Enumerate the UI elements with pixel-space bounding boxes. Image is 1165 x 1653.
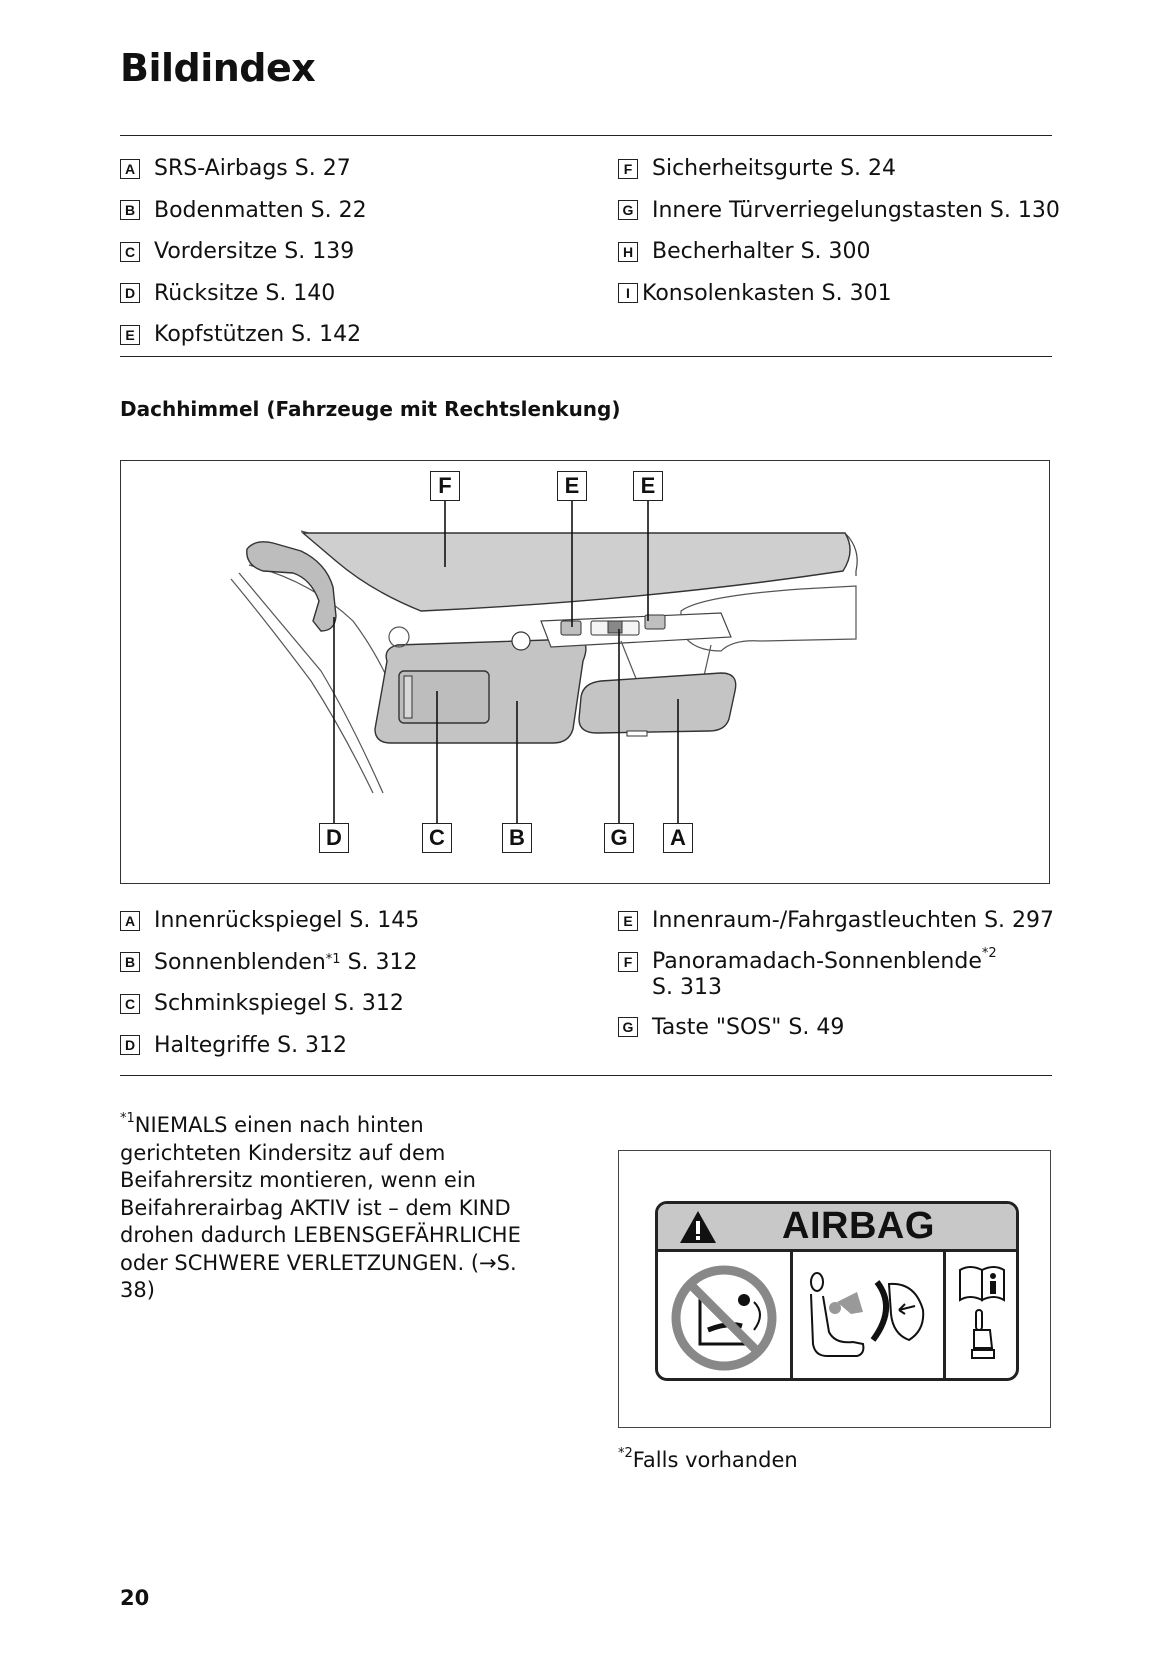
index-item[interactable] — [120, 148, 367, 190]
footnote-marker: *2 — [618, 1446, 633, 1461]
index-key: I — [618, 283, 638, 303]
index-label: Konsolenkasten S. 301 — [642, 280, 892, 306]
read-manual-icon — [946, 1252, 1019, 1381]
index-item[interactable] — [120, 190, 367, 232]
callout-D[interactable]: D — [319, 823, 349, 853]
legend-item[interactable]: B Sonnenblenden $^{*1}$ S. 312 — [120, 942, 419, 984]
legend-item[interactable] — [120, 1025, 419, 1067]
legend-label: Schminkspiegel S. 312 — [154, 991, 404, 1017]
legend-key: F — [618, 952, 638, 972]
index-key: A — [120, 159, 140, 179]
index-key: C — [120, 242, 140, 262]
divider-bottom — [120, 1075, 1052, 1076]
index-label: SRS-Airbags S. 27 — [154, 156, 351, 182]
index-key: E — [120, 325, 140, 345]
section-heading: Dachhimmel (Fahrzeuge mit Rechtslenkung) — [120, 397, 621, 421]
headliner-diagram — [120, 460, 1050, 884]
index-item[interactable] — [120, 314, 367, 356]
legend-label: Sonnenblenden — [154, 949, 326, 975]
legend-key: B — [120, 952, 140, 972]
legend-key: D — [120, 1035, 140, 1055]
index-item[interactable] — [120, 273, 367, 315]
callout-F[interactable]: F — [430, 471, 460, 501]
callout-G[interactable]: G — [604, 823, 634, 853]
legend-item[interactable] — [120, 983, 419, 1025]
index-label: Innere Türverriegelungstasten S. 130 — [652, 197, 1060, 223]
page-title: Bildindex — [120, 46, 316, 90]
label-header — [658, 1204, 1016, 1252]
airbag-warning-label — [655, 1201, 1019, 1381]
divider-top — [120, 135, 1052, 136]
index-key: G — [618, 200, 638, 220]
callout-E-2[interactable]: E — [633, 471, 663, 501]
legend-key: C — [120, 994, 140, 1014]
index-item[interactable] — [618, 148, 1060, 190]
headliner-illustration — [121, 461, 1051, 885]
legend-label: Haltegriffe S. 312 — [154, 1032, 348, 1058]
index-list-left — [120, 148, 367, 356]
divider-mid — [120, 356, 1052, 357]
callout-E-1[interactable]: E — [557, 471, 587, 501]
callout-B[interactable]: B — [502, 823, 532, 853]
footnote-ref[interactable]: *2 — [981, 946, 997, 962]
legend-item[interactable] — [618, 900, 1054, 942]
callout-C[interactable]: C — [422, 823, 452, 853]
warning-triangle-icon — [678, 1209, 718, 1245]
legend-key: A — [120, 911, 140, 931]
footnote-2 — [618, 1448, 798, 1472]
airbag-deploy-icon — [793, 1252, 943, 1381]
index-key: H — [618, 242, 638, 262]
footnote-text: Falls vorhanden — [632, 1448, 798, 1472]
index-label: Rücksitze S. 140 — [154, 280, 336, 306]
legend-item[interactable] — [120, 900, 419, 942]
label-cell-prohibition — [658, 1252, 793, 1381]
legend-item[interactable] — [618, 1007, 1054, 1049]
index-item[interactable] — [618, 190, 1060, 232]
callout-A[interactable]: A — [663, 823, 693, 853]
legend-list-right — [618, 900, 1054, 1048]
legend-key: E — [618, 911, 638, 931]
legend-label: Taste "SOS" S. 49 — [652, 1014, 845, 1040]
index-list-right — [618, 148, 1060, 314]
index-item[interactable] — [618, 273, 1060, 315]
legend-list-left — [120, 900, 419, 1066]
page-number: 20 — [120, 1586, 150, 1610]
label-cell-deploy — [793, 1252, 946, 1381]
legend-item[interactable] — [618, 942, 1054, 1007]
footnote-1 — [120, 1112, 550, 1305]
index-key: F — [618, 159, 638, 179]
legend-label: Innenrückspiegel S. 145 — [154, 908, 420, 934]
index-label: Vordersitze S. 139 — [154, 239, 355, 265]
index-key: D — [120, 283, 140, 303]
legend-page-ref: S. 313 — [652, 974, 722, 1000]
label-cell-manual — [946, 1252, 1019, 1381]
index-label: Becherhalter S. 300 — [652, 239, 871, 265]
label-body — [658, 1252, 1016, 1381]
index-item[interactable] — [618, 231, 1060, 273]
index-item[interactable] — [120, 231, 367, 273]
legend-label: Panoramadach-Sonnenblende — [652, 948, 982, 974]
footnote-text: NIEMALS einen nach hinten gerichteten Kindersitz auf dem Beifahrersitz montieren, wenn ein Beifahrerairbag AKTIV ist – dem KIND drohen dadurch LEBENSGEFÄHRLICHE oder SCHWERE VERLETZUNGEN. (→S. 38) — [120, 1113, 521, 1302]
legend-key: G — [618, 1017, 638, 1037]
airbag-warning-figure — [618, 1150, 1051, 1428]
footnote-marker: *1 — [120, 1111, 135, 1126]
airbag-label-title: AIRBAG — [782, 1205, 935, 1247]
index-label: Bodenmatten S. 22 — [154, 197, 367, 223]
pointing-hand-icon — [972, 1310, 994, 1358]
index-label: Kopfstützen S. 142 — [154, 322, 362, 348]
legend-label: Innenraum-/Fahrgastleuchten S. 297 — [652, 908, 1055, 934]
legend-page-ref: S. 312 — [340, 949, 418, 975]
index-key: B — [120, 200, 140, 220]
no-rear-facing-child-seat-icon — [658, 1252, 790, 1381]
index-label: Sicherheitsgurte S. 24 — [652, 156, 897, 182]
